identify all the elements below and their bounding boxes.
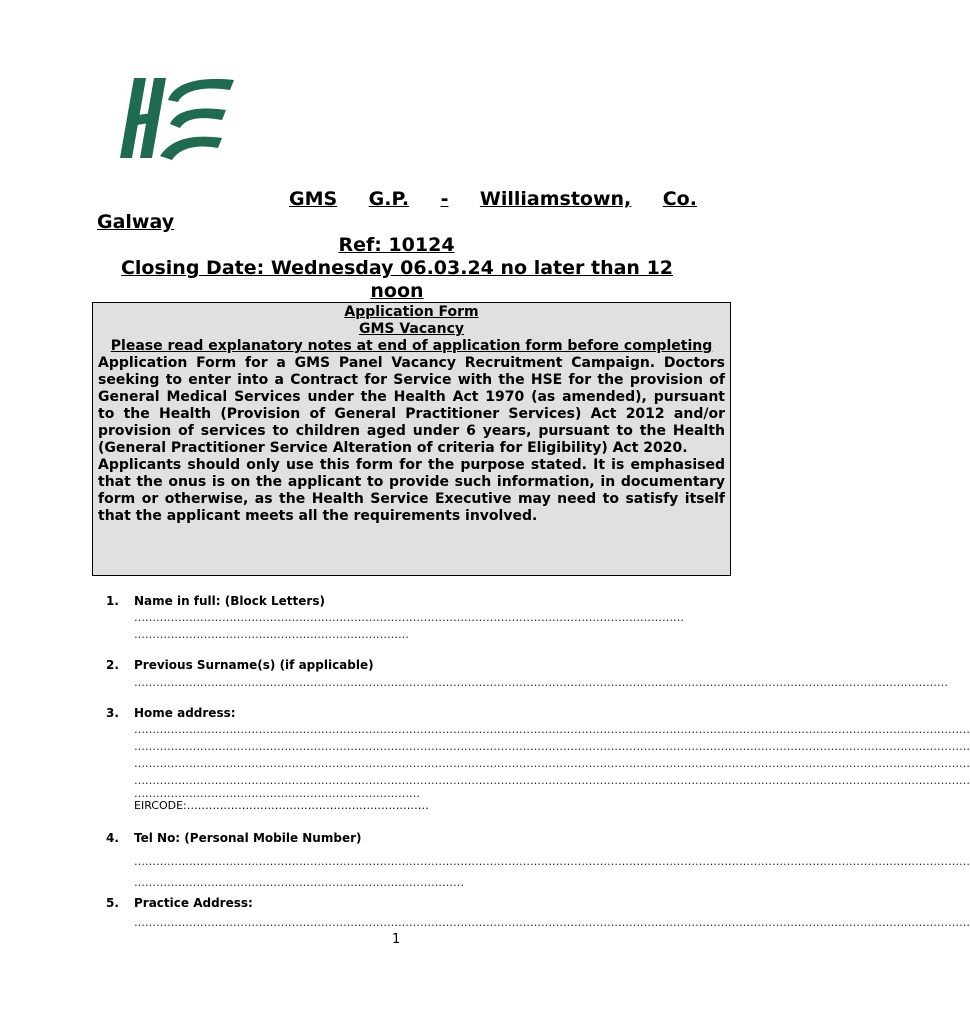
closing-date: Closing Date: Wednesday 06.03.24 no later than 12 noon xyxy=(120,257,674,302)
info-box xyxy=(92,302,731,576)
field-number: 2. xyxy=(106,658,119,672)
field-label: Previous Surname(s) (if applicable) xyxy=(134,658,374,672)
name-input-line[interactable]: ………………………………………………………………… xyxy=(134,628,409,641)
title-word: Williamstown, xyxy=(479,188,632,210)
title-word: - xyxy=(440,188,449,210)
box-heading-form: Application Form xyxy=(344,304,479,320)
field-number: 3. xyxy=(106,706,119,720)
home-address-input-line[interactable]: ………………………………………………………………………………………………………………………………………………………………………………………………………… xyxy=(134,757,970,770)
box-paragraph-2: Applicants should only use this form for the purpose stated. It is emphasised that the onus is on the applicant to provide such information, in documentary form or otherwise, as the Health Service Executive may need to satisfy itself that the applicant meets all the requirements involved. xyxy=(98,457,725,524)
box-heading-notes: Please read explanatory notes at end of application form before completing xyxy=(110,338,713,354)
field-practice-address xyxy=(106,896,253,910)
home-address-input-line[interactable]: ………………………………………………………………………………………………………………………………………………………………………………………………………… xyxy=(134,774,970,787)
field-number: 5. xyxy=(106,896,119,910)
tel-input-line[interactable]: ………………………………………………………………………………………………………………………………………………………………………………………………………… xyxy=(134,855,970,868)
eircode-field[interactable]: EIRCODE:………………………………………………………… xyxy=(134,799,429,812)
title-line-1 xyxy=(289,188,697,210)
field-name xyxy=(106,594,325,608)
reference-number: Ref: 10124 xyxy=(338,234,455,256)
field-label: Name in full: (Block Letters) xyxy=(134,594,325,608)
field-label: Practice Address: xyxy=(134,896,253,910)
hse-logo xyxy=(112,72,238,164)
home-address-input-line[interactable]: ………………………………………………………………………………………………………………………………………………………………………………………………………… xyxy=(134,723,970,736)
field-number: 1. xyxy=(106,594,119,608)
title-word: GMS xyxy=(289,188,338,210)
title-word: Co. xyxy=(662,188,697,210)
field-label: Home address: xyxy=(134,706,236,720)
practice-address-input-line[interactable]: ………………………………………………………………………………………………………………………………………………………………………………………………………… xyxy=(134,916,970,929)
title-word: G.P. xyxy=(368,188,410,210)
home-address-input-line[interactable]: …………………………………………………………………… xyxy=(134,787,420,800)
field-label: Tel No: (Personal Mobile Number) xyxy=(134,831,362,845)
field-home-address xyxy=(106,706,236,720)
box-heading-vacancy: GMS Vacancy xyxy=(358,321,465,337)
box-paragraph-1: Application Form for a GMS Panel Vacancy Recruitment Campaign. Doctors seeking to enter into a Contract for Service with the HSE for the provision of General Medical Services under the Health Act 1970 (as amended), pursuant to the Health (Provision of General Practitioner Services) Act 2012 and/or provision of services to children aged under 6 years, pursuant to the Health (General Practitioner Service Alteration of criteria for Eligibility) Act 2020. xyxy=(98,355,725,456)
page-number: 1 xyxy=(392,932,401,947)
field-number: 4. xyxy=(106,831,119,845)
tel-input-line[interactable]: ……………………………………………………………………………… xyxy=(134,876,464,889)
home-address-input-line[interactable]: ………………………………………………………………………………………………………………………………………………………………………………………………………… xyxy=(134,740,970,753)
field-tel-no xyxy=(106,831,361,845)
previous-surname-input-line[interactable]: …………………………………………………………………………………………………………………………………………………………………………………………………… xyxy=(134,676,948,689)
name-input-line[interactable]: …………………………………………………………………………………………………………………………………… xyxy=(134,611,684,624)
eircode-label: EIRCODE: xyxy=(134,799,187,812)
title-line-2: Galway xyxy=(97,211,175,233)
field-previous-surname xyxy=(106,658,374,672)
